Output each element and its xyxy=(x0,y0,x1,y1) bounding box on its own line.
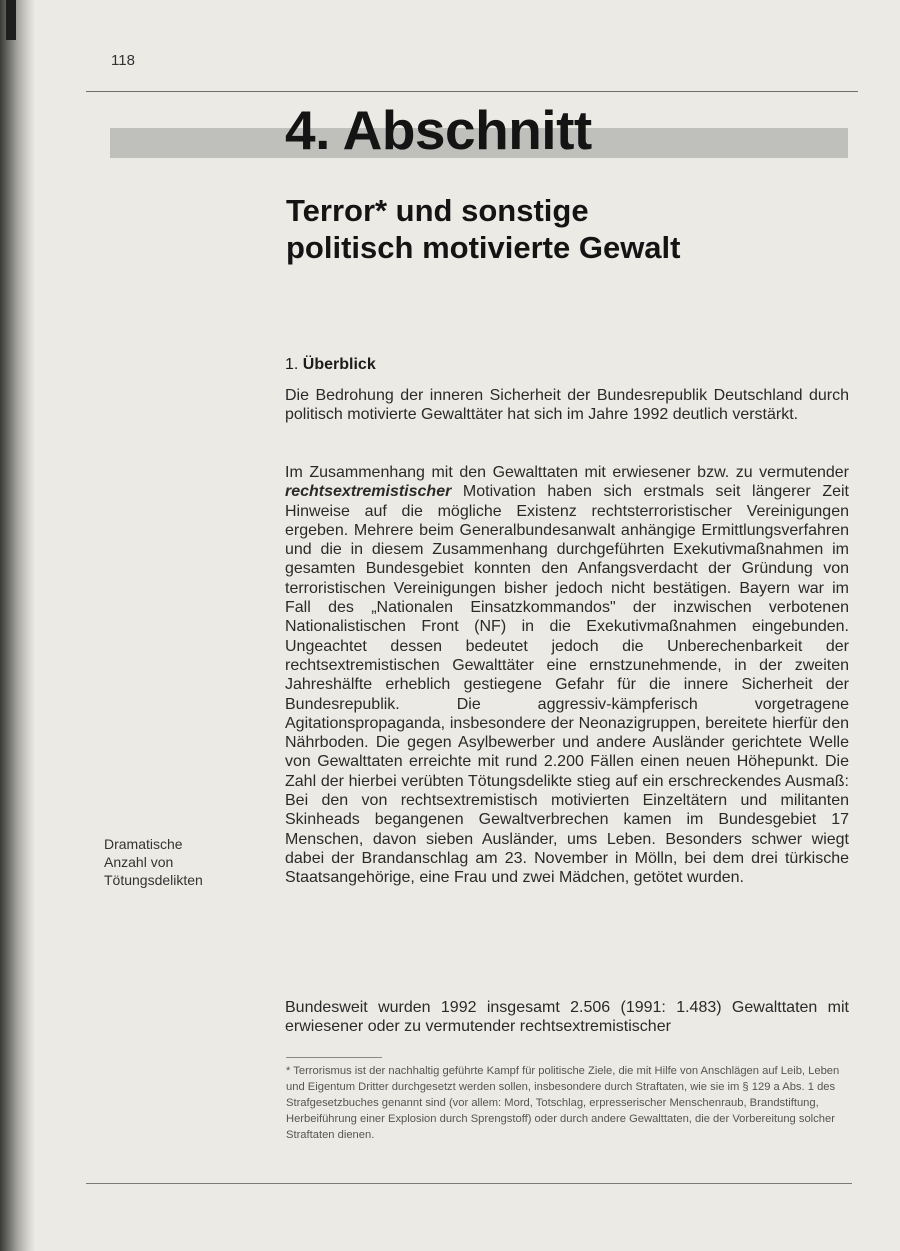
subsection-title: Überblick xyxy=(302,356,376,373)
paragraph-1: Die Bedrohung der inneren Sicherheit der Bundesrepublik Deutschland durch politisch motivierte Gewalttäter hat sich im Jahre 1992 deutlich verstärkt. xyxy=(285,387,849,424)
header-rule xyxy=(86,91,858,92)
margin-note xyxy=(104,835,264,889)
chapter-title-line-2: politisch motivierte Gewalt xyxy=(286,230,681,266)
paragraph-3: Bundesweit wurden 1992 insgesamt 2.506 (1991: 1.483) Gewalttaten mit erwiesener oder zu vermutender rechtsextremistischer xyxy=(285,999,849,1036)
margin-note-line-2: Anzahl von xyxy=(104,854,174,870)
subsection-number: 1. xyxy=(285,356,299,373)
binding-mark xyxy=(6,0,16,40)
paragraph-2-intro: Im Zusammenhang mit den Gewalttaten mit erwiesener bzw. zu vermutender xyxy=(285,464,849,481)
emphasized-term: rechtsextremistischer xyxy=(285,483,452,501)
margin-note-line-1: Dramatische xyxy=(104,836,183,852)
page-number: 118 xyxy=(111,52,135,69)
footnote: * Terrorismus ist der nachhaltig geführte Kampf für politische Ziele, die mit Hilfe von Anschlägen auf Leib, Leben und Eigentum Dritter durchgesetzt werden sollen, insbesondere durch Straftaten, wie sie im § 129 a Abs. 1 des Strafgesetzbuches genannt sind (vor allem: Mord, Totschlag, erpresserischer Menschenraub, Brandstiftung, Herbeiführung einer Explosion durch Sprengstoff) oder durch andere Gewalttaten, die der Vorbereitung solcher Straftaten dienen. xyxy=(286,1065,840,1141)
margin-note-line-3: Tötungsdelikten xyxy=(104,872,203,888)
paragraph-2 xyxy=(285,463,849,888)
chapter-title-line-1: Terror* und sonstige xyxy=(286,193,589,228)
book-binding-shadow xyxy=(0,0,34,1251)
chapter-title xyxy=(286,192,680,266)
subsection-heading xyxy=(285,356,376,374)
section-heading: 4. Abschnitt xyxy=(285,99,592,161)
paragraph-2-body: Motivation haben sich erstmals seit längerer Zeit Hinweise auf die mögliche Existenz rechtsterroristischer Vereinigungen ergeben. Mehrere beim Generalbundesanwalt anhängige Ermittlungsverfahren und die in diesem Zusammenhang durchgeführten Exekutivmaßnahmen im gesamten Bundesgebiet konnten den Anfangsverdacht der Gründung von terroristischen Vereinigungen bisher jedoch nicht bestätigen. Bayern war im Fall des „Nationalen Einsatzkommandos" der inzwischen verbotenen Nationalistischen Front (NF) in die Exekutivmaßnahmen eingebunden. Ungeachtet dessen bedeutet jedoch die Unberechenbarkeit der rechtsextremistischen Gewalttäter eine ernstzunehmende, in der zweiten Jahreshälfte erheblich gestiegene Gefahr für die innere Sicherheit der Bundesrepublik. Die aggressiv-kämpferisch vorgetragene Agitationspropaganda, insbesondere der Neonazigruppen, bereitete hierfür den Nährboden. Die gegen Asylbewerber und andere Ausländer gerichtete Welle von Gewalttaten erreichte mit rund 2.200 Fällen einen neuen Höhepunkt. Die Zahl der hierbei verübten Tötungsdelikte stieg auf ein erschreckendes Ausmaß: Bei den von rechtsextremistisch motivierten Einzeltätern und militanten Skinheads begangenen Gewaltverbrechen kamen im Bundesgebiet 17 Menschen, davon sieben Ausländer, ums Leben. Besonders schwer wiegt dabei der Brandanschlag am 23. November in Mölln, bei dem drei türkische Staatsangehörige, eine Frau und zwei Mädchen, getötet wurden. xyxy=(285,483,849,887)
footer-rule xyxy=(86,1183,852,1184)
footnote-rule xyxy=(286,1057,382,1058)
